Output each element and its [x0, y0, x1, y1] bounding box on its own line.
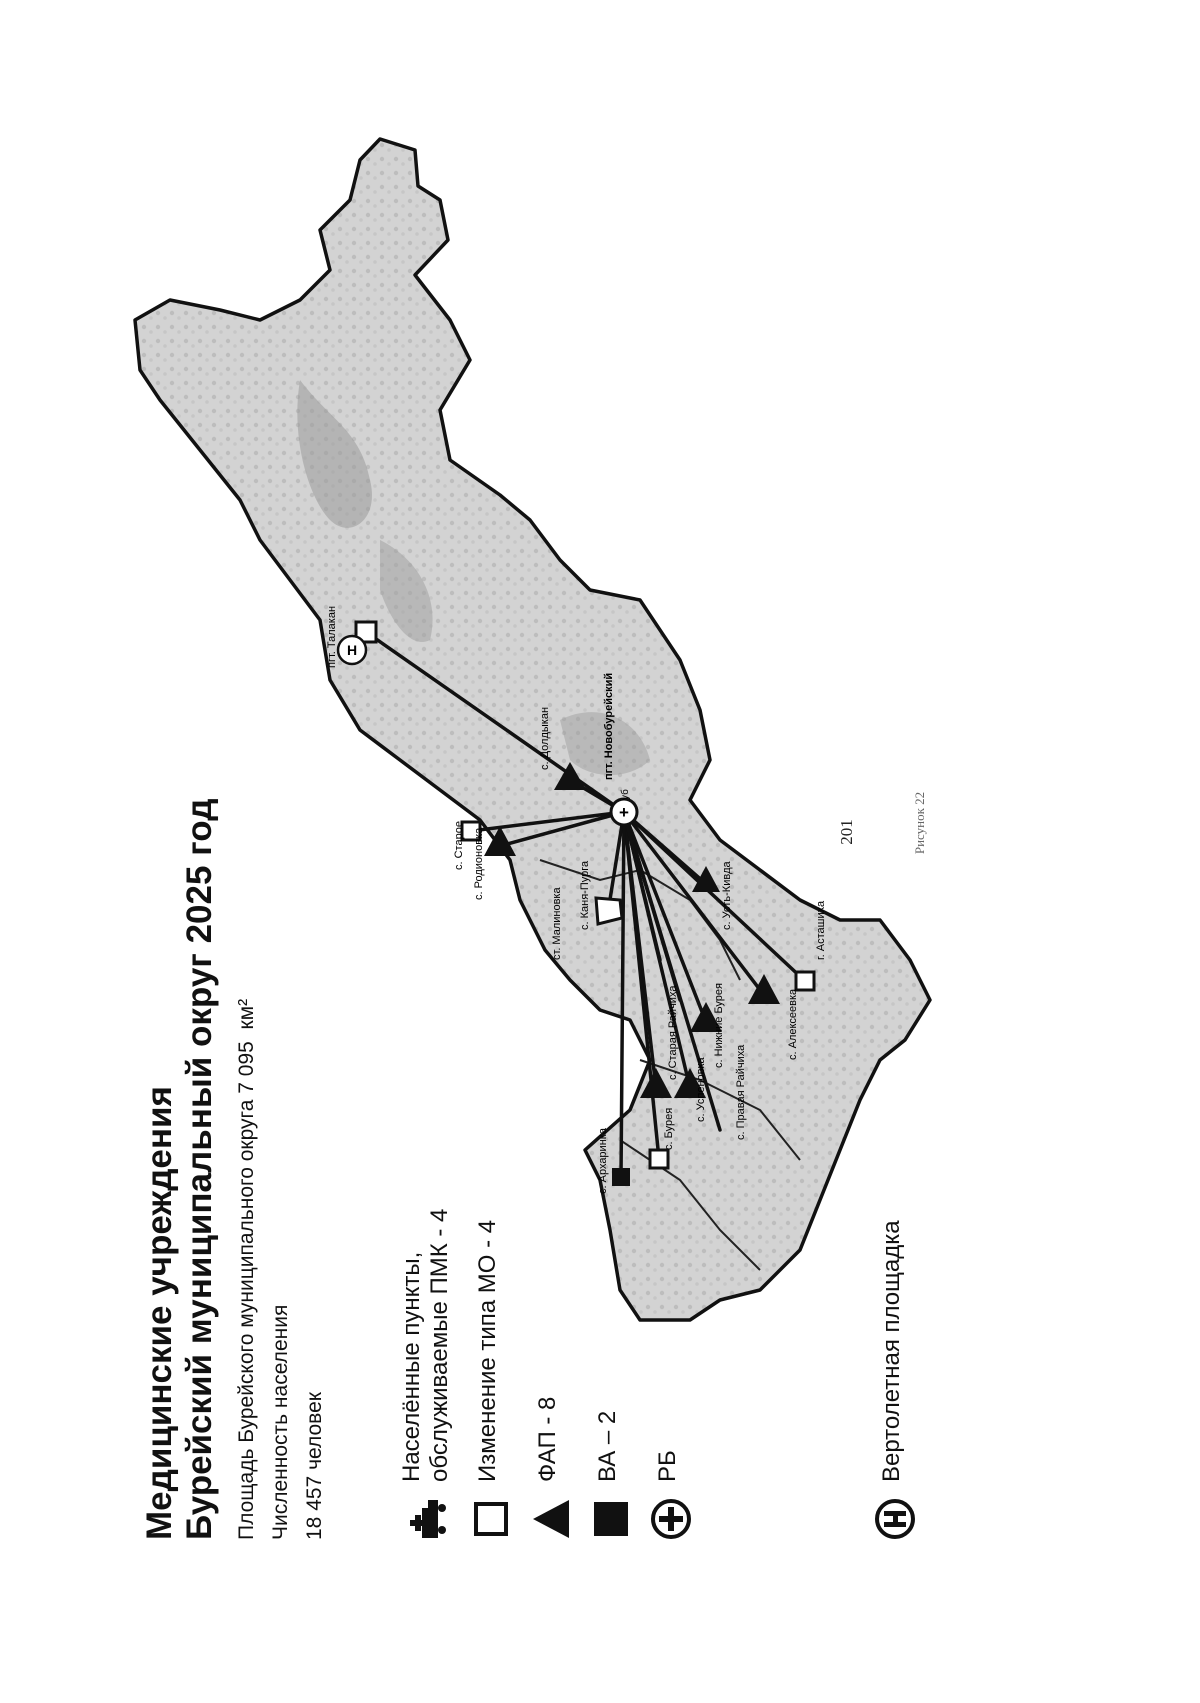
place-astashikha: г. Асташиха — [815, 900, 827, 960]
place-rodionovka: с. Родионовка — [473, 827, 485, 900]
place-staroe: с. Старое — [453, 821, 465, 870]
figure-caption: Рисунок 22 — [912, 791, 927, 855]
area-text: Площадь Бурейского муниципального округа 7 095 — [235, 1041, 258, 1540]
triangle-icon — [530, 1498, 572, 1540]
population-label: Численность населения — [269, 1304, 292, 1540]
population-value: 18 457 человек — [303, 1392, 326, 1540]
hospital-cross-icon — [650, 1498, 692, 1540]
area-line — [230, 999, 264, 1540]
legend-rb-label: РБ — [654, 1450, 681, 1482]
novobureysky-rb-cross: + — [619, 803, 629, 822]
legend-mo-change-label: Изменение типа МО - 4 — [474, 1219, 501, 1482]
slide-subtitle: Бурейский муниципальный округ 2025 год — [180, 798, 219, 1540]
place-dolgoe: с. Долдыкан — [539, 706, 551, 770]
square-outline-icon — [470, 1498, 512, 1540]
place-novobureysky: пгт. Новобурейский — [603, 672, 615, 780]
legend-mo-change — [466, 1100, 516, 1540]
talakan-helipad-letter: H — [346, 642, 358, 658]
area-unit: км² — [235, 998, 258, 1030]
mobile-clinic-icon — [406, 1498, 448, 1540]
place-talakan: пгт. Талакан — [326, 605, 338, 668]
place-ust-kivda: с. Усть-Кивда — [721, 861, 733, 930]
place-bureya: с. Бурея — [663, 1107, 675, 1150]
page-number: 201 — [837, 819, 856, 845]
legend-pmk — [398, 1100, 453, 1540]
legend-helipad-label: Вертолетная площадка — [878, 1220, 905, 1482]
legend-va-label: ВА – 2 — [594, 1410, 621, 1482]
hub-code: уб — [620, 789, 631, 800]
slide-text-panel — [140, 100, 920, 1540]
place-nizhnie: с. Нижние Бурея — [713, 983, 725, 1068]
place-pravaya: с. Правая Райчиха — [735, 1044, 747, 1140]
place-staraya: с. Старая Райчиха — [667, 985, 679, 1080]
legend-va — [586, 1100, 636, 1540]
square-filled-icon — [590, 1498, 632, 1540]
legend-fap — [526, 1100, 576, 1540]
legend-pmk-line2: обслуживаемые ПМК - 4 — [426, 1208, 453, 1482]
legend-fap-label: ФАП - 8 — [534, 1396, 561, 1482]
place-malinovka: ст. Малиновка — [551, 887, 563, 960]
place-arkharinka: с. Архаринка — [597, 1128, 609, 1194]
place-alekseyevka: с. Алексеевка — [787, 988, 799, 1060]
legend-pmk-line1: Населённые пункты, — [398, 1251, 425, 1482]
slide-title: Медицинские учреждения — [140, 1086, 179, 1540]
legend-helipad — [870, 1100, 920, 1540]
legend-rb — [646, 1100, 696, 1540]
place-kanaypur: с. Каня-Пурга — [579, 860, 591, 930]
place-uspenovka: с. Успеновка — [695, 1057, 707, 1122]
helipad-icon — [874, 1498, 916, 1540]
